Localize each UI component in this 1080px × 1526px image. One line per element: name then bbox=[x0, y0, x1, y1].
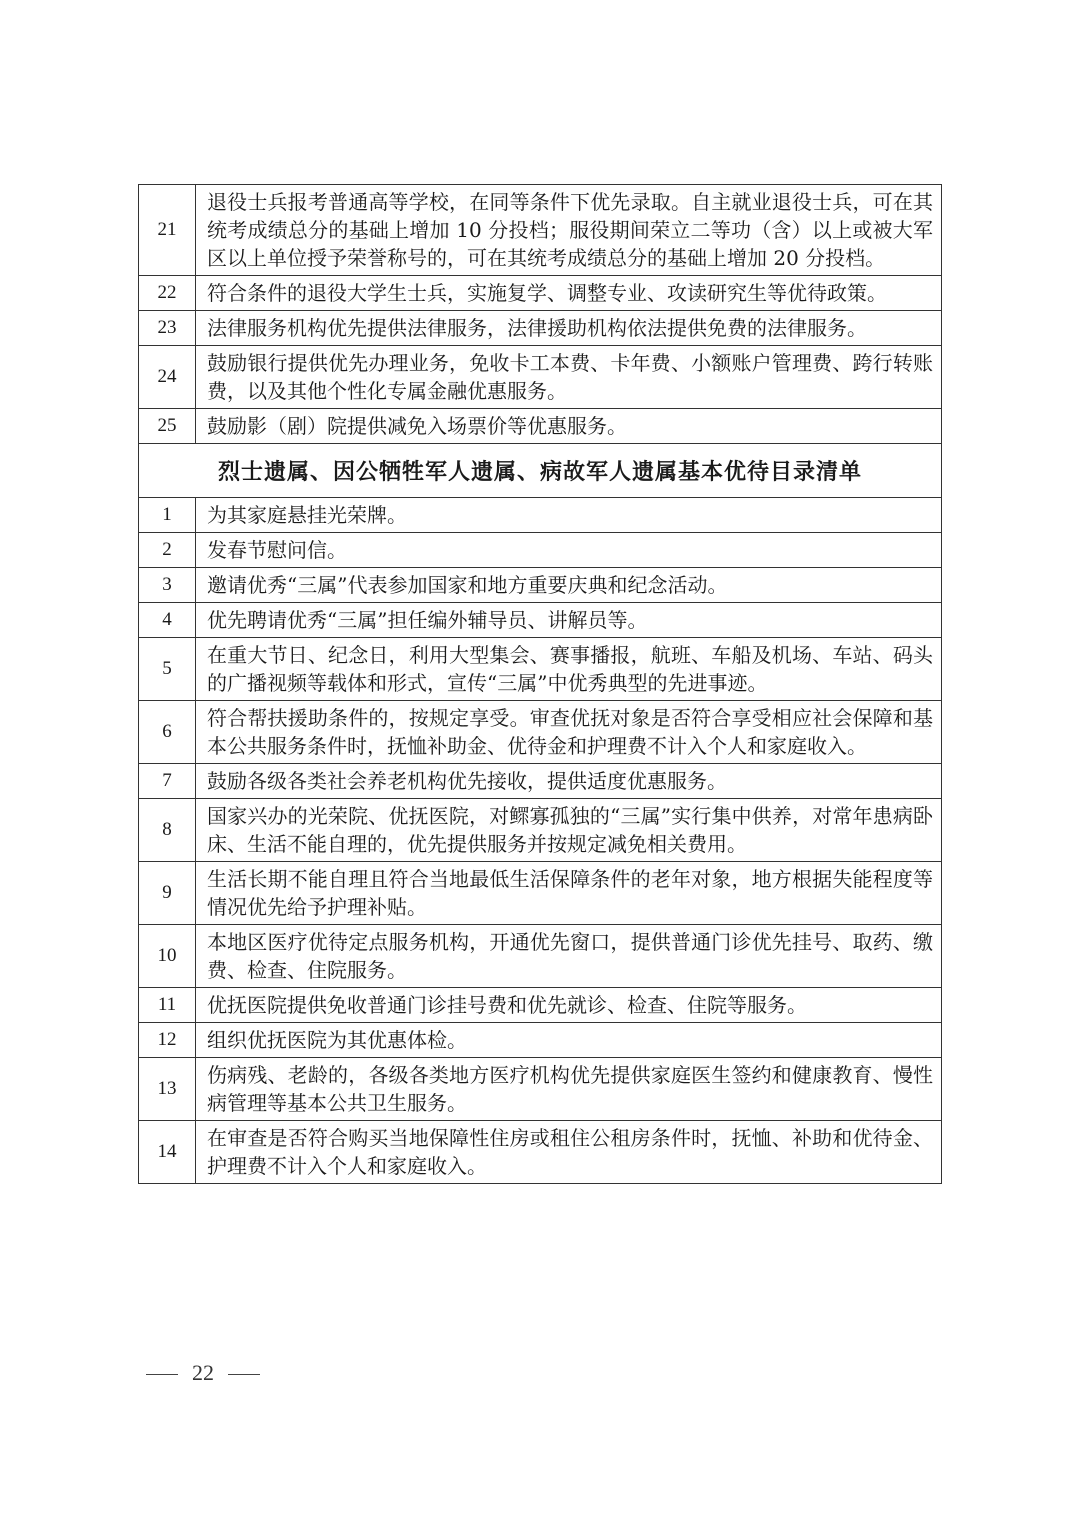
row-text: 发春节慰问信。 bbox=[196, 533, 942, 568]
section-title: 烈士遗属、因公牺牲军人遗属、病故军人遗属基本优待目录清单 bbox=[139, 444, 942, 498]
row-text: 国家兴办的光荣院、优抚医院，对鳏寡孤独的“三属”实行集中供养，对常年患病卧床、生活不能自理的，优先提供服务并按规定减免相关费用。 bbox=[196, 799, 942, 862]
footer-dash-left bbox=[146, 1374, 178, 1375]
table-row bbox=[139, 311, 942, 346]
row-number: 1 bbox=[139, 498, 196, 533]
row-text: 符合条件的退役大学生士兵，实施复学、调整专业、攻读研究生等优待政策。 bbox=[196, 276, 942, 311]
row-number: 3 bbox=[139, 568, 196, 603]
benefits-table bbox=[138, 184, 942, 1184]
table-row bbox=[139, 603, 942, 638]
table-row bbox=[139, 764, 942, 799]
row-text: 鼓励各级各类社会养老机构优先接收，提供适度优惠服务。 bbox=[196, 764, 942, 799]
table-row bbox=[139, 346, 942, 409]
row-number: 13 bbox=[139, 1058, 196, 1121]
row-text: 退役士兵报考普通高等学校，在同等条件下优先录取。自主就业退役士兵，可在其统考成绩总分的基础上增加 10 分投档；服役期间荣立二等功（含）以上或被大军区以上单位授予荣誉称号的，可在其统考成绩总分的基础上增加 20 分投档。 bbox=[196, 185, 942, 276]
table-row bbox=[139, 276, 942, 311]
table-row bbox=[139, 1058, 942, 1121]
row-number: 12 bbox=[139, 1023, 196, 1058]
row-number: 6 bbox=[139, 701, 196, 764]
row-number: 5 bbox=[139, 638, 196, 701]
row-text: 法律服务机构优先提供法律服务，法律援助机构依法提供免费的法律服务。 bbox=[196, 311, 942, 346]
row-text: 优先聘请优秀“三属”担任编外辅导员、讲解员等。 bbox=[196, 603, 942, 638]
row-number: 2 bbox=[139, 533, 196, 568]
row-number: 11 bbox=[139, 988, 196, 1023]
row-number: 14 bbox=[139, 1121, 196, 1184]
row-number: 8 bbox=[139, 799, 196, 862]
row-number: 25 bbox=[139, 409, 196, 444]
table-row bbox=[139, 799, 942, 862]
row-text: 生活长期不能自理且符合当地最低生活保障条件的老年对象，地方根据失能程度等情况优先给予护理补贴。 bbox=[196, 862, 942, 925]
table-row bbox=[139, 638, 942, 701]
table-row bbox=[139, 409, 942, 444]
row-number: 21 bbox=[139, 185, 196, 276]
page-footer bbox=[146, 1360, 260, 1386]
row-text: 鼓励影（剧）院提供减免入场票价等优惠服务。 bbox=[196, 409, 942, 444]
section-header-row bbox=[139, 444, 942, 498]
row-text: 鼓励银行提供优先办理业务，免收卡工本费、卡年费、小额账户管理费、跨行转账费，以及其他个性化专属金融优惠服务。 bbox=[196, 346, 942, 409]
row-text: 本地区医疗优待定点服务机构，开通优先窗口，提供普通门诊优先挂号、取药、缴费、检查、住院服务。 bbox=[196, 925, 942, 988]
row-text: 符合帮扶援助条件的，按规定享受。审查优抚对象是否符合享受相应社会保障和基本公共服务条件时，抚恤补助金、优待金和护理费不计入个人和家庭收入。 bbox=[196, 701, 942, 764]
row-number: 7 bbox=[139, 764, 196, 799]
row-number: 10 bbox=[139, 925, 196, 988]
table-row bbox=[139, 862, 942, 925]
row-number: 4 bbox=[139, 603, 196, 638]
row-text: 组织优抚医院为其优惠体检。 bbox=[196, 1023, 942, 1058]
row-text: 为其家庭悬挂光荣牌。 bbox=[196, 498, 942, 533]
table-row bbox=[139, 1121, 942, 1184]
row-text: 在重大节日、纪念日，利用大型集会、赛事播报，航班、车船及机场、车站、码头的广播视频等载体和形式，宣传“三属”中优秀典型的先进事迹。 bbox=[196, 638, 942, 701]
table-row bbox=[139, 498, 942, 533]
table-row bbox=[139, 701, 942, 764]
row-number: 9 bbox=[139, 862, 196, 925]
table-row bbox=[139, 1023, 942, 1058]
row-text: 伤病残、老龄的，各级各类地方医疗机构优先提供家庭医生签约和健康教育、慢性病管理等基本公共卫生服务。 bbox=[196, 1058, 942, 1121]
row-text: 在审查是否符合购买当地保障性住房或租住公租房条件时，抚恤、补助和优待金、护理费不计入个人和家庭收入。 bbox=[196, 1121, 942, 1184]
row-text: 邀请优秀“三属”代表参加国家和地方重要庆典和纪念活动。 bbox=[196, 568, 942, 603]
table-row bbox=[139, 568, 942, 603]
row-number: 23 bbox=[139, 311, 196, 346]
table-row bbox=[139, 185, 942, 276]
table-row bbox=[139, 533, 942, 568]
row-number: 22 bbox=[139, 276, 196, 311]
row-text: 优抚医院提供免收普通门诊挂号费和优先就诊、检查、住院等服务。 bbox=[196, 988, 942, 1023]
footer-dash-right bbox=[228, 1374, 260, 1375]
page-number: 22 bbox=[192, 1360, 214, 1385]
table-row bbox=[139, 988, 942, 1023]
table-row bbox=[139, 925, 942, 988]
row-number: 24 bbox=[139, 346, 196, 409]
